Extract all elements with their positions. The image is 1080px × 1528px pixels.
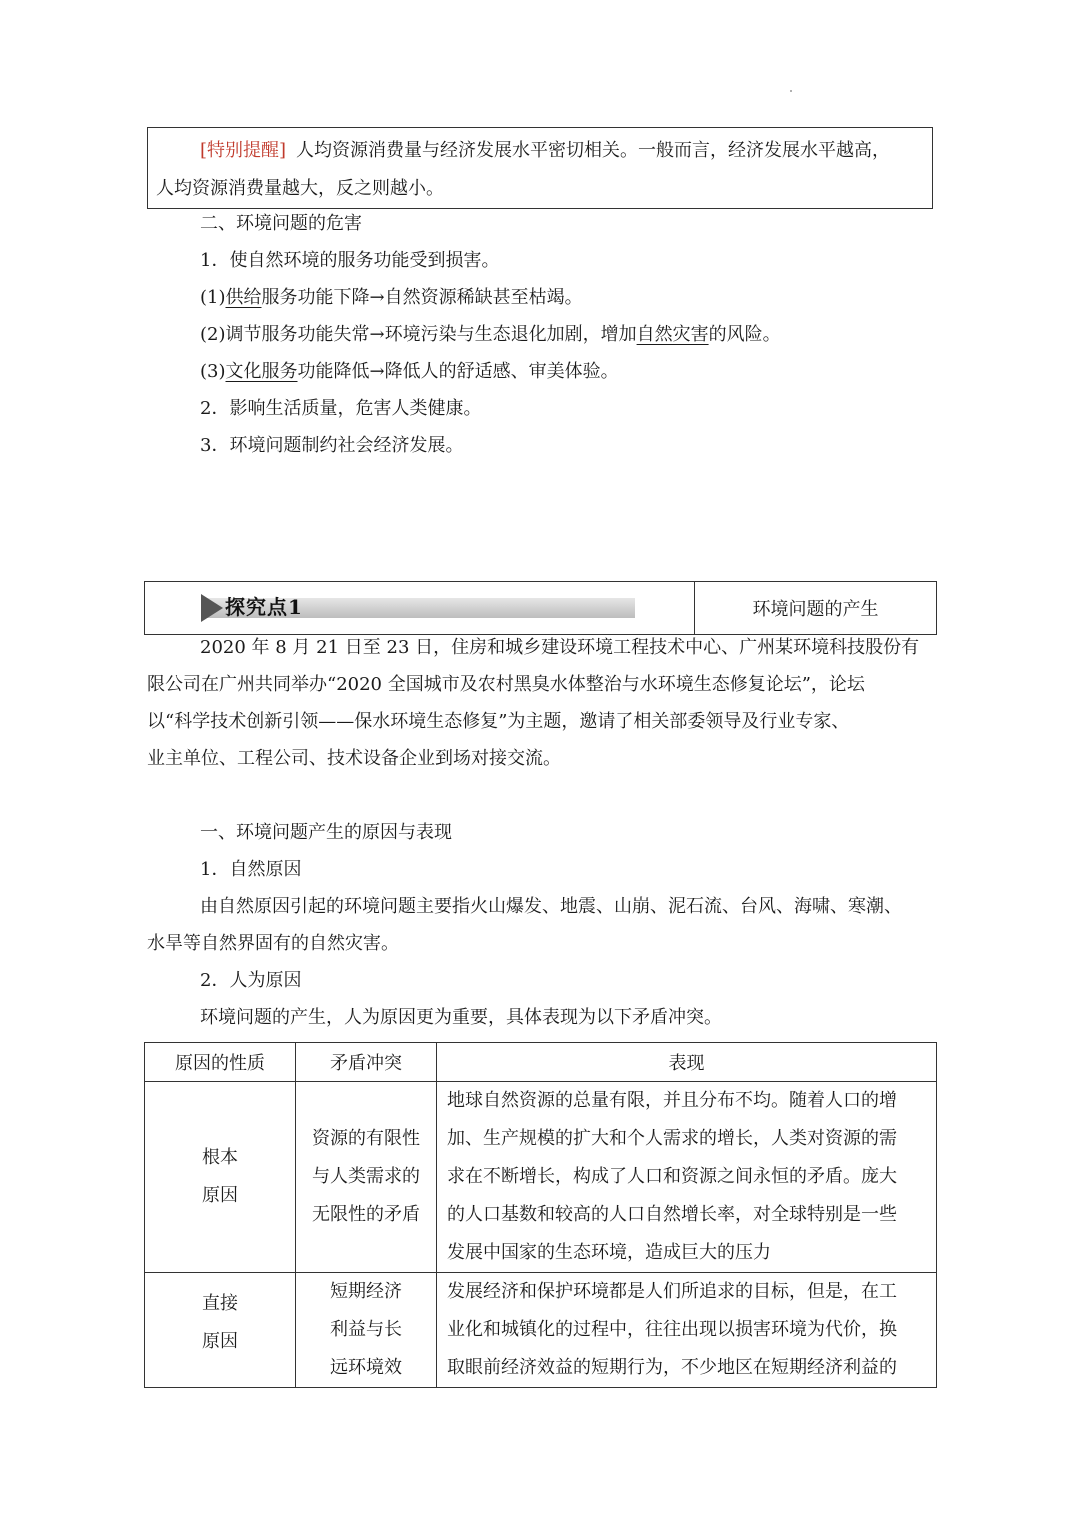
human-line: 环境问题的产生，人为原因更为重要，具体表现为以下矛盾冲突。 [200,1007,722,1028]
nature-text: 原因 [202,1185,238,1206]
human-title: 2．人为原因 [200,970,302,991]
reminder-line-1 [200,132,924,170]
sub3-underlined: 文化服务 [225,361,298,382]
sub2-underlined: 自然灾害 [636,324,709,345]
harm-sub-2 [200,323,781,347]
sub3-suffix: 功能降低→降低人的舒适感、审美体验。 [297,361,619,382]
intro-line-2: 限公司在广州共同举办“2020 全国城市及农村黑臭水体整治与水环境生态修复论坛”，论坛 [147,674,865,695]
harm-item-3: 3．环境问题制约社会经济发展。 [200,435,464,456]
harm-sub-1 [200,286,583,310]
conflict-text: 无限性的矛盾 [312,1204,420,1225]
reminder-line-2: 人均资源消费量越大，反之则越小。 [156,178,444,199]
sub1-suffix: 服务功能下降→自然资源稀缺甚至枯竭。 [261,287,583,308]
nature-text: 根本 [202,1147,238,1168]
natural-line-2: 水旱等自然界固有的自然灾害。 [147,933,399,954]
description-cell [437,1273,937,1388]
sub3-prefix: (3) [200,361,226,382]
description-text: 发展经济和保护环境都是人们所追求的目标，但是，在工 [447,1281,897,1302]
description-text: 业化和城镇化的过程中，往往出现以损害环境为代价，换 [447,1319,897,1340]
description-text: 发展中国家的生态环境，造成巨大的压力 [447,1242,771,1263]
reminder-tag: [特别提醒] [200,140,287,161]
table-header: 表现 [437,1043,937,1082]
sub2-prefix: (2)调节服务功能失常→环境污染与生态退化加剧，增加 [200,324,637,345]
description-text: 求在不断增长，构成了人口和资源之间永恒的矛盾。庞大 [447,1166,897,1187]
nature-cell [145,1273,296,1388]
description-text: 加、生产规模的扩大和个人需求的增长，人类对资源的需 [447,1128,897,1149]
description-text: 地球自然资源的总量有限，并且分布不均。随着人口的增 [447,1090,897,1111]
conflict-text: 利益与长 [330,1319,402,1340]
intro-line-1: 2020 年 8 月 21 日至 23 日，住房和城乡建设环境工程技术中心、广州某环境科技股份有 [200,637,920,658]
inquiry-point-label: 探究点1 [225,591,303,620]
sub1-prefix: (1) [200,287,226,308]
harm-item-1: 1．使自然环境的服务功能受到损害。 [200,250,500,271]
sub1-underlined: 供给 [225,287,262,308]
nature-text: 直接 [202,1293,238,1314]
page-speck [790,90,792,92]
harm-item-2: 2．影响生活质量，危害人类健康。 [200,398,482,419]
table-header: 原因的性质 [145,1043,296,1082]
table-row [145,1082,937,1273]
table-header: 矛盾冲突 [296,1043,437,1082]
conflict-cell [296,1082,437,1273]
nature-cell [145,1082,296,1273]
table-header-row [145,1043,937,1082]
intro-line-4: 业主单位、工程公司、技术设备企业到场对接交流。 [147,748,561,769]
causes-heading: 一、环境问题产生的原因与表现 [200,822,452,843]
harm-heading: 二、环境问题的危害 [200,213,362,234]
conflict-cell [296,1273,437,1388]
natural-title: 1．自然原因 [200,859,302,880]
conflict-text: 短期经济 [330,1281,402,1302]
table-row [145,1273,937,1388]
reminder-text-1: 人均资源消费量与经济发展水平密切相关。一般而言，经济发展水平越高， [296,140,891,161]
inquiry-point-title: 环境问题的产生 [752,599,879,620]
nature-text: 原因 [202,1331,238,1352]
conflict-text: 远环境效 [330,1357,402,1378]
harm-sub-3 [200,360,619,384]
causes-table [144,1042,937,1388]
description-text: 的人口基数和较高的人口自然增长率，对全球特别是一些 [447,1204,897,1225]
special-reminder-box [147,127,933,209]
description-text: 取眼前经济效益的短期行为，不少地区在短期经济利益的 [447,1357,897,1378]
description-cell [437,1082,937,1273]
conflict-text: 资源的有限性 [312,1128,420,1149]
banner-arrow-icon [201,594,223,622]
inquiry-point-banner [144,581,937,635]
sub2-suffix: 的风险。 [708,324,781,345]
banner-label-cell [145,582,695,634]
natural-line-1: 由自然原因引起的环境问题主要指火山爆发、地震、山崩、泥石流、台风、海啸、寒潮、 [200,896,902,917]
intro-line-3: 以“科学技术创新引领——保水环境生态修复”为主题，邀请了相关部委领导及行业专家、 [147,711,850,732]
conflict-text: 与人类需求的 [312,1166,420,1187]
